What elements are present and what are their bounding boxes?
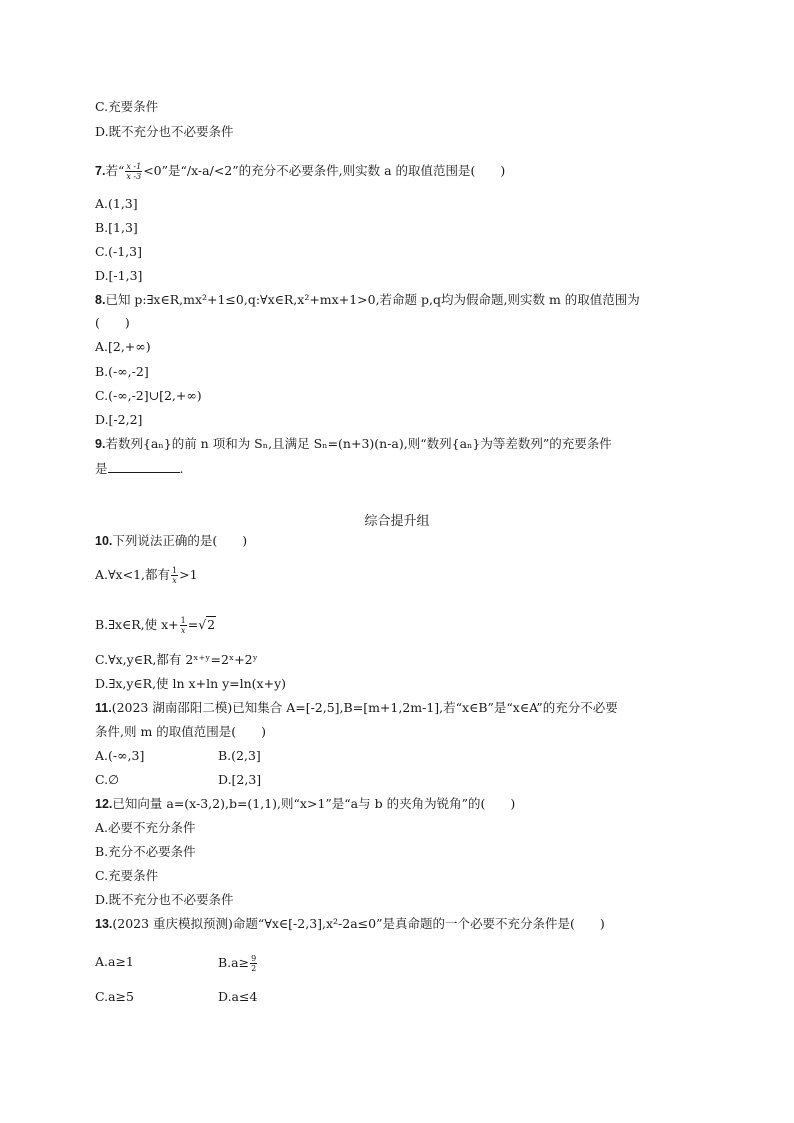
q13-options-row2 xyxy=(95,989,258,1005)
q12-option-b: B.充分不必要条件 xyxy=(95,844,196,859)
q13-b-fraction xyxy=(250,954,257,973)
q13-option-d: D.a≤4 xyxy=(218,989,258,1004)
question-11-line2: 条件,则 m 的取值范围是( ) xyxy=(95,724,267,739)
q11-option-b: B.(2,3] xyxy=(218,748,261,763)
q12-option-a: A.必要不充分条件 xyxy=(95,820,196,835)
question-12 xyxy=(95,796,515,812)
question-11-text: (2023 湖南邵阳二模)已知集合 A=[-2,5],B=[m+1,2m-1],若“x∈B”是“x∈A”的充分不必要 xyxy=(111,700,618,715)
q10-option-b xyxy=(95,616,216,635)
q8-option-c: C.(-∞,-2]∪[2,+∞) xyxy=(95,388,202,403)
question-9-line2 xyxy=(95,460,184,477)
question-11 xyxy=(95,700,618,716)
q10-b-pre: B.∃x∈R,使 x+ xyxy=(95,617,179,632)
question-7-fraction xyxy=(125,162,142,181)
question-12-text: 已知向量 a=(x-3,2),b=(1,1),则“x>1”是“a与 b 的夹角为锐角”的( ) xyxy=(112,796,516,811)
q10-b-fraction xyxy=(180,616,187,635)
question-13-number: 13. xyxy=(95,917,113,931)
q10-option-c: C.∀x,y∈R,都有 2ˣ⁺ʸ=2ˣ+2ʸ xyxy=(95,652,258,667)
question-7-number: 7. xyxy=(95,164,106,178)
q10-a-fraction xyxy=(171,566,178,585)
q10-a-pre: A.∀x<1,都有 xyxy=(95,567,170,582)
q12-option-c: C.充要条件 xyxy=(95,868,159,883)
fraction-numerator: 1 xyxy=(172,566,178,575)
q11-option-c: C.∅ xyxy=(95,772,119,787)
q11-option-a: A.(-∞,3] xyxy=(95,748,145,763)
q11-options-row1 xyxy=(95,748,261,764)
question-9-end: . xyxy=(179,461,184,476)
question-9-text: 若数列{aₙ}的前 n 项和为 Sₙ,且满足 Sₙ=(n+3)(n-a),则“数列{aₙ}为等差数列”的充要条件 xyxy=(105,436,612,451)
q13-option-a: A.a≥1 xyxy=(95,954,134,969)
question-10-text: 下列说法正确的是( ) xyxy=(112,533,248,548)
fraction-denominator: x xyxy=(180,626,186,635)
section-heading: 综合提升组 xyxy=(364,514,430,529)
fraction-numerator: x -1 xyxy=(126,162,142,171)
question-8-number: 8. xyxy=(95,293,106,307)
question-7-text-b: <0”是“/x-a/<2”的充分不必要条件,则实数 a 的取值范围是( ) xyxy=(143,163,506,178)
q7-option-c: C.(-1,3] xyxy=(95,244,142,259)
question-12-number: 12. xyxy=(95,797,113,811)
question-7 xyxy=(95,162,505,181)
q13-b-pre: B.a≥ xyxy=(218,955,250,970)
question-10 xyxy=(95,533,247,549)
q13-options-row1 xyxy=(95,954,257,973)
fraction-denominator: x xyxy=(172,576,177,585)
question-8 xyxy=(95,292,640,308)
q7-option-b: B.[1,3] xyxy=(95,220,138,235)
question-8-text: 已知 p:∃x∈R,mx²+1≤0,q:∀x∈R,x²+mx+1>0,若命题 p,q均为假命题,则实数 m 的取值范围为 xyxy=(105,292,640,307)
q7-option-a: A.(1,3] xyxy=(95,196,138,211)
prev-option-c: C.充要条件 xyxy=(95,99,159,114)
question-13 xyxy=(95,916,605,932)
q13-option-b xyxy=(218,954,258,973)
question-7-text-a: 若“ xyxy=(105,163,125,178)
question-9-number: 9. xyxy=(95,437,106,451)
q11-options-row2 xyxy=(95,772,262,788)
question-13-text: (2023 重庆模拟预测)命题“∀x∈[-2,3],x²-2a≤0”是真命题的一个必要不充分条件是( ) xyxy=(112,916,605,931)
question-10-number: 10. xyxy=(95,534,113,548)
q10-b-equals: = xyxy=(187,617,199,632)
question-9-text2: 是 xyxy=(95,461,108,476)
q12-option-d: D.既不充分也不必要条件 xyxy=(95,892,234,907)
q11-option-d: D.[2,3] xyxy=(218,772,262,787)
answer-blank[interactable] xyxy=(108,460,180,473)
q10-a-post: >1 xyxy=(179,567,198,582)
fraction-numerator: 9 xyxy=(251,954,257,963)
fraction-denominator: 2 xyxy=(251,964,257,973)
question-9 xyxy=(95,436,612,452)
fraction-numerator: 1 xyxy=(180,616,186,625)
prev-option-d: D.既不充分也不必要条件 xyxy=(95,124,234,139)
q8-option-d: D.[-2,2] xyxy=(95,412,143,427)
question-8-paren: ( ) xyxy=(95,315,130,330)
q10-option-a xyxy=(95,566,198,585)
sqrt-symbol: √2 xyxy=(198,617,216,632)
q7-option-d: D.[-1,3] xyxy=(95,268,143,283)
sqrt-radicand: 2 xyxy=(207,617,216,632)
fraction-denominator: x -3 xyxy=(126,172,142,181)
q10-option-d: D.∃x,y∈R,使 ln x+ln y=ln(x+y) xyxy=(95,676,287,691)
q8-option-a: A.[2,+∞) xyxy=(95,339,151,354)
q13-option-c: C.a≥5 xyxy=(95,989,134,1004)
q8-option-b: B.(-∞,-2] xyxy=(95,364,149,379)
question-11-number: 11. xyxy=(95,701,112,715)
